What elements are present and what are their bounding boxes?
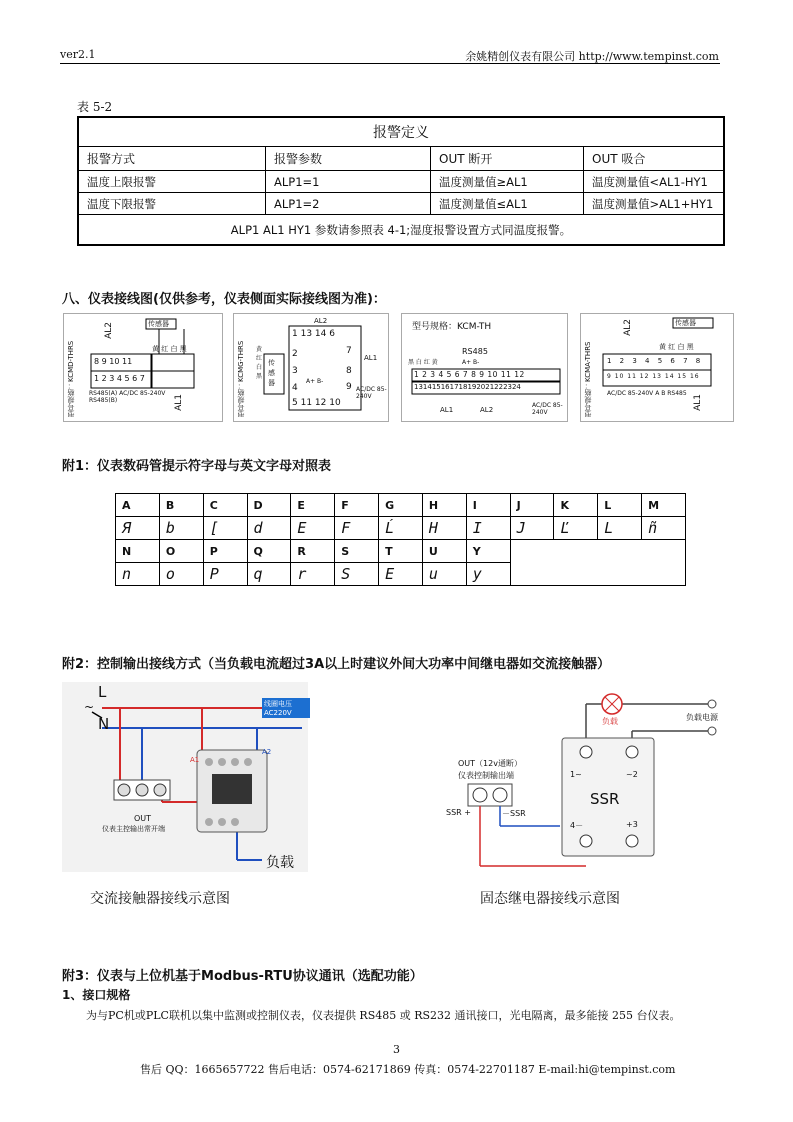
rs485-label: RS485 — [462, 347, 488, 356]
segment-letter: N — [116, 540, 160, 563]
segment-glyph: L — [598, 517, 642, 540]
segment-letter-table — [115, 493, 686, 586]
ab-label: A+ B- — [462, 359, 480, 366]
segment-glyph: P — [203, 563, 247, 586]
segment-glyph: b — [159, 517, 203, 540]
terminal-numbers-top: 8 9 10 11 — [94, 357, 133, 366]
table-cell: 温度测量值≤AL1 — [431, 193, 584, 215]
page-number: 3 — [393, 1043, 400, 1056]
sensor-label: 传感器 — [675, 319, 696, 327]
al2-label: AL2 — [480, 406, 494, 414]
coil-voltage-badge: 线圈电压 AC220V — [262, 698, 310, 718]
terminal-numbers-bottom: 9 10 11 12 13 14 15 16 — [607, 373, 700, 380]
wiring-diagram-kcmd-svg — [64, 314, 222, 421]
terminal-labels: RS485(A) AC/DC 85-240V RS485(B) — [89, 390, 166, 404]
segment-glyph: S — [335, 563, 379, 586]
ssr-plus-label: SSR + — [446, 808, 471, 817]
terminal-row-bottom: 5 11 12 10 — [292, 398, 341, 408]
segment-glyph: [ — [203, 517, 247, 540]
terminal-2: ~2 — [626, 770, 638, 779]
segment-letter: O — [159, 540, 203, 563]
al1-label: AL1 — [693, 394, 703, 411]
load-label: 负载 — [266, 855, 294, 871]
segment-glyph: r — [291, 563, 335, 586]
power-label: AC/DC 85-240V — [532, 402, 563, 416]
al1-label: AL1 — [174, 394, 184, 411]
model-label: 型号规格：KCM-TH — [412, 322, 492, 332]
al2-label: AL2 — [314, 317, 328, 325]
segment-glyph: H — [422, 517, 466, 540]
terminal-numbers-top: 1 2 3 4 5 6 7 8 — [607, 357, 704, 365]
model-label: 型号规格：KCMD-THRS — [67, 340, 75, 417]
terminal-col-mid: 2 3 4 — [292, 349, 298, 393]
wiring-diagram-kcma — [580, 313, 734, 422]
wire-colors: 黑 白 红 黄 — [408, 359, 438, 366]
segment-letter: K — [554, 494, 598, 517]
footer-contact: 售后 QQ：1665657722 售后电话：0574-62171869 传真：0574-22701187 E-mail:hi@tempinst.com — [140, 1063, 676, 1076]
segment-letter: F — [335, 494, 379, 517]
segment-letter: S — [335, 540, 379, 563]
out-label: OUT — [134, 814, 152, 823]
terminal-3: +3 — [626, 820, 638, 829]
segment-glyph: Я — [116, 517, 160, 540]
appendix2-title: 附2：控制输出接线方式（当负载电流超过3A以上时建议外间大功率中间继电器如交流接触器） — [62, 657, 611, 672]
segment-letter: U — [422, 540, 466, 563]
model-label: 型号规格：KCMA-THRS — [584, 341, 592, 417]
line-L-label: L — [98, 683, 107, 701]
terminal-1: 1~ — [570, 770, 582, 779]
segment-letter: A — [116, 494, 160, 517]
segment-glyph: Ľ — [554, 517, 598, 540]
al2-label: AL2 — [623, 319, 633, 336]
wire-colors: 黄 红 白 黑 — [256, 346, 263, 380]
line-N-label: N — [98, 715, 110, 733]
contactor-caption: 交流接触器接线示意图 — [90, 891, 230, 907]
segment-letter: L — [598, 494, 642, 517]
segment-glyph: F — [335, 517, 379, 540]
power-label: AC/DC 85-240V — [356, 386, 387, 400]
table-cell: 温度测量值≥AL1 — [431, 171, 584, 193]
segment-glyph: E — [379, 563, 423, 586]
wiring-diagram-kcm-th — [401, 313, 568, 422]
table-header: 报警参数 — [266, 147, 431, 171]
ssr-minus-label: －SSR — [502, 809, 526, 818]
segment-glyph: Ĺ — [379, 517, 423, 540]
load-power-label: 负载电源 — [686, 713, 718, 722]
table-header: OUT 断开 — [431, 147, 584, 171]
segment-letter: G — [379, 494, 423, 517]
alarm-table-title: 报警定义 — [78, 117, 724, 147]
ssr-out-label: OUT（12v通断） — [458, 759, 522, 768]
table-cell: 温度测量值>AL1+HY1 — [584, 193, 725, 215]
ssr-out-description: 仪表控制输出端 — [458, 771, 514, 780]
alarm-table-note: ALP1 AL1 HY1 参数请参照表 4-1;湿度报警设置方式同温度报警。 — [78, 215, 724, 246]
terminal-4: 4－ — [570, 821, 584, 830]
section-title-wiring: 八、仪表接线图(仅供参考，仪表侧面实际接线图为准)： — [62, 292, 386, 307]
ssr-body-label: SSR — [590, 790, 620, 808]
segment-glyph: ñ — [642, 517, 686, 540]
interface-spec-body: 为与PC机或PLC联机以集中监测或控制仪表，仪表提供 RS485 或 RS232 通讯接口，光电隔离，最多能接 255 台仪表。 — [86, 1009, 681, 1022]
segment-glyph: E — [291, 517, 335, 540]
a2-label: A2 — [262, 748, 272, 756]
segment-glyph: o — [159, 563, 203, 586]
ssr-caption: 固态继电器接线示意图 — [480, 891, 620, 907]
terminal-row-top: 1 13 14 6 — [292, 329, 335, 339]
table-cell: ALP1=2 — [266, 193, 431, 215]
terminal-row-1: 1 2 3 4 5 6 7 8 9 10 11 12 — [414, 370, 525, 379]
model-label: 型号规格：KCMG-THRS — [237, 340, 245, 417]
interface-spec-heading: 1、接口规格 — [62, 988, 131, 1002]
table-header: 报警方式 — [78, 147, 266, 171]
segment-letter: C — [203, 494, 247, 517]
table-cell: 温度上限报警 — [78, 171, 266, 193]
segment-letter: B — [159, 494, 203, 517]
segment-letter: P — [203, 540, 247, 563]
table-header: OUT 吸合 — [584, 147, 725, 171]
company-header: 余姚精创仪表有限公司 http://www.tempinst.com — [465, 50, 719, 63]
al2-label: AL2 — [104, 322, 114, 339]
segment-glyph: y — [466, 563, 510, 586]
segment-letter: T — [379, 540, 423, 563]
contactor-diagram — [62, 682, 308, 872]
terminal-row-2: 131415161718192021222324 — [414, 383, 521, 391]
segment-glyph: I — [466, 517, 510, 540]
appendix3-title: 附3：仪表与上位机基于Modbus-RTU协议通讯（选配功能） — [62, 969, 423, 984]
segment-letter: Q — [247, 540, 291, 563]
segment-letter: Y — [466, 540, 510, 563]
segment-glyph: u — [422, 563, 466, 586]
table-caption: 表 5-2 — [77, 100, 113, 114]
segment-glyph: n — [116, 563, 160, 586]
wiring-diagram-kcma-svg — [581, 314, 733, 421]
segment-letter: I — [466, 494, 510, 517]
ssr-load-label: 负载 — [602, 717, 618, 726]
wiring-diagram-kcmd — [63, 313, 223, 422]
wire-colors: 黄 红 白 黑 — [152, 345, 187, 353]
table-cell: 温度测量值<AL1-HY1 — [584, 171, 725, 193]
ab-label: A+ B- — [306, 378, 324, 385]
out-description: 仪表主控输出常开端 — [102, 825, 165, 833]
sensor-label: 传感器 — [268, 359, 275, 387]
segment-letter: H — [422, 494, 466, 517]
terminal-labels: AC/DC 85-240V A B RS485 — [607, 390, 687, 397]
blank-cell — [510, 540, 685, 586]
al1-label: AL1 — [364, 354, 378, 362]
version-label: ver2.1 — [60, 48, 96, 61]
ssr-diagram — [440, 686, 732, 874]
wire-colors: 黄 红 白 黑 — [659, 343, 694, 351]
terminal-9: 9 — [346, 382, 352, 392]
al1-label: AL1 — [440, 406, 454, 414]
segment-letter: D — [247, 494, 291, 517]
terminal-8: 8 — [346, 366, 352, 376]
sensor-label: 传感器 — [148, 320, 169, 328]
segment-letter: M — [642, 494, 686, 517]
segment-letter: E — [291, 494, 335, 517]
ac-tilde: ~ — [84, 700, 95, 714]
segment-glyph: q — [247, 563, 291, 586]
table-cell: 温度下限报警 — [78, 193, 266, 215]
terminal-7: 7 — [346, 346, 352, 356]
table-cell: ALP1=1 — [266, 171, 431, 193]
segment-letter: R — [291, 540, 335, 563]
segment-letter: J — [510, 494, 554, 517]
header-divider — [60, 63, 720, 64]
segment-glyph: d — [247, 517, 291, 540]
appendix1-title: 附1：仪表数码管提示符字母与英文字母对照表 — [62, 459, 332, 474]
wiring-diagram-kcmg — [233, 313, 389, 422]
a1-label: A1 — [190, 756, 200, 764]
segment-glyph: J — [510, 517, 554, 540]
alarm-table — [77, 116, 725, 246]
terminal-numbers-bottom: 1 2 3 4 5 6 7 — [94, 374, 145, 383]
